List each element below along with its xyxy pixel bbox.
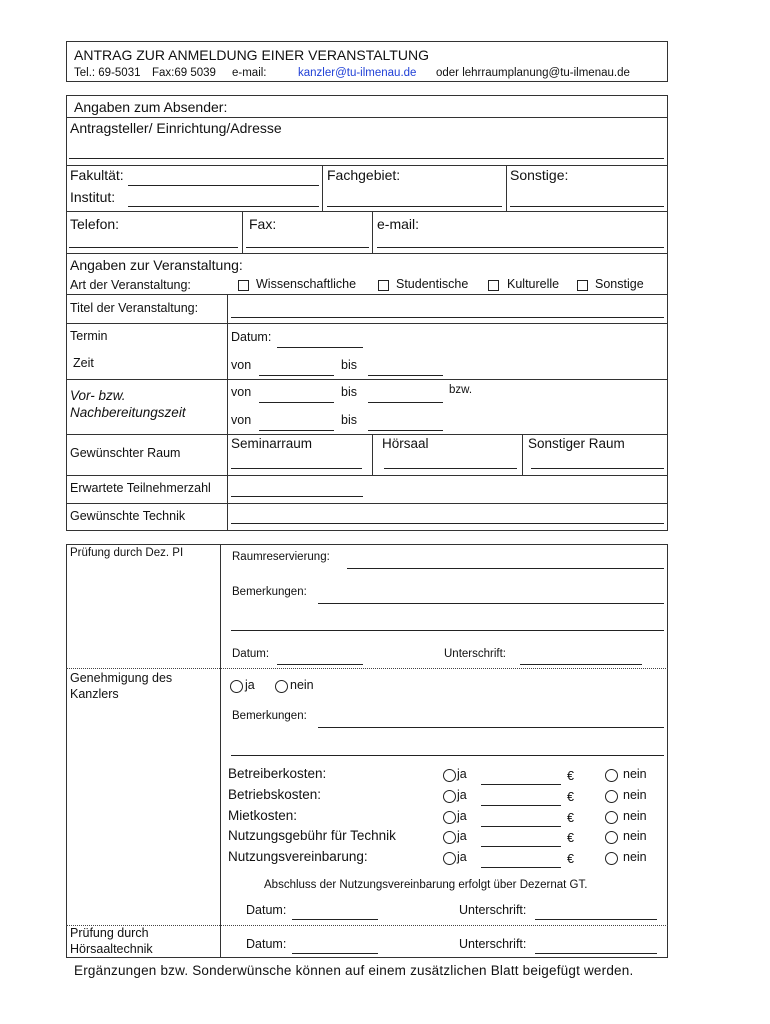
raum-option-sonstiger: Sonstiger Raum [528,436,625,451]
kanzler-unterschrift-label: Unterschrift: [459,903,527,917]
nach-bis-field[interactable] [368,430,443,431]
kosten-currency: € [567,831,574,845]
technik-label: Gewünschte Technik [70,509,186,523]
fachgebiet-field[interactable] [327,206,502,207]
kosten-ja-radio[interactable] [443,831,456,844]
fakultaet-field[interactable] [128,185,319,186]
kosten-row [0,850,770,870]
kanzler-ja-radio[interactable] [230,680,243,693]
institut-field[interactable] [128,206,319,207]
hoersaal-datum-field[interactable] [292,953,378,954]
kosten-amount-field[interactable] [481,805,561,806]
kosten-row [0,767,770,787]
vor-von-label: von [231,385,252,399]
hoersaal-unterschrift-field[interactable] [535,953,657,954]
form-title: ANTRAG ZUR ANMELDUNG EINER VERANSTALTUNG [74,47,429,63]
divider [522,434,523,475]
kosten-ja-radio[interactable] [443,811,456,824]
kosten-ja-label: ja [457,788,467,802]
divider [242,211,243,253]
vor-bis-label: bis [341,385,357,399]
divider [66,211,668,212]
termin-datum-label: Datum: [231,330,272,344]
fachgebiet-label: Fachgebiet: [327,167,401,183]
header-email-link[interactable]: kanzler@tu-ilmenau.de [298,67,417,79]
vor-bis-field[interactable] [368,402,443,403]
kosten-nein-label: nein [623,809,647,823]
termin-bis-field[interactable] [368,375,443,376]
dez-label: Prüfung durch Dez. PI [70,547,184,559]
telefon-label: Telefon: [70,216,120,232]
kosten-label: Mietkosten: [228,808,298,823]
type-label-sonstige: Sonstige [595,277,644,291]
kosten-nein-radio[interactable] [605,769,618,782]
email-label: e-mail: [377,216,420,232]
divider [66,117,668,118]
teilnehmer-field[interactable] [231,496,363,497]
footer-note: Ergänzungen bzw. Sonderwünsche können auf einem zusätzlichen Blatt beigefügt werden. [74,963,634,978]
kosten-nein-label: nein [623,788,647,802]
termin-label: Termin [70,329,108,343]
kosten-amount-field[interactable] [481,784,561,785]
divider [227,294,228,531]
hoersaal-field[interactable] [384,468,517,469]
dez-bemerkungen-field-2[interactable] [231,630,664,631]
kosten-currency: € [567,790,574,804]
kanzler-bemerkungen-label: Bemerkungen: [232,710,307,722]
kosten-nein-label: nein [623,829,647,843]
kosten-nein-label: nein [623,850,647,864]
raum-option-hoersaal: Hörsaal [382,436,429,451]
divider [66,165,668,166]
kosten-ja-radio[interactable] [443,769,456,782]
divider [372,434,373,475]
divider [322,165,323,211]
divider [506,165,507,211]
divider [66,379,668,380]
kanzler-nein-radio[interactable] [275,680,288,693]
kosten-nein-radio[interactable] [605,811,618,824]
type-label-kulturelle: Kulturelle [507,277,560,291]
type-label-wissenschaftliche: Wissenschaftliche [256,277,357,291]
vor-label-2: Nachbereitungszeit [70,405,186,420]
pruefung-box [66,544,668,958]
vor-bzw-label: bzw. [449,384,473,396]
kosten-currency: € [567,811,574,825]
header-fax: Fax:69 5039 [152,67,216,79]
header-email-label: e-mail: [232,67,267,79]
divider [66,323,668,324]
abschluss-note: Abschluss der Nutzungsvereinbarung erfolgt über Dezernat GT. [264,879,588,891]
kosten-nein-radio[interactable] [605,831,618,844]
kanzler-bemerkungen-field[interactable] [318,727,664,728]
dez-datum-label: Datum: [232,648,270,660]
telefon-field[interactable] [69,247,238,248]
seminarraum-field[interactable] [231,468,362,469]
hoersaal-label-1: Prüfung durch [70,926,149,940]
titel-label: Titel der Veranstaltung: [70,301,199,315]
kanzler-label-2: Kanzlers [70,687,119,701]
divider [66,475,668,476]
type-checkbox-studentische[interactable] [378,280,389,291]
divider [372,211,373,253]
kanzler-datum-field[interactable] [292,919,378,920]
teilnehmer-label: Erwartete Teilnehmerzahl [70,481,211,495]
divider [66,503,668,504]
fakultaet-label: Fakultät: [70,167,124,183]
email-field[interactable] [377,247,664,248]
hoersaal-datum-label: Datum: [246,937,287,951]
kosten-row [0,829,770,849]
kosten-nein-radio[interactable] [605,852,618,865]
kosten-ja-label: ja [457,829,467,843]
kanzler-nein-label: nein [290,678,314,692]
kanzler-unterschrift-field[interactable] [535,919,657,920]
kosten-amount-field[interactable] [481,867,561,868]
dez-bemerkungen-label: Bemerkungen: [232,586,307,598]
sonstiger-raum-field[interactable] [531,468,664,469]
veranstaltung-heading: Angaben zur Veranstaltung: [70,257,243,273]
type-checkbox-sonstige[interactable] [577,280,588,291]
kosten-row [0,788,770,808]
nach-von-label: von [231,413,252,427]
raum-option-seminarraum: Seminarraum [231,436,313,451]
zeit-label: Zeit [73,356,94,370]
vor-label-1: Vor- bzw. [70,388,126,403]
kosten-nein-radio[interactable] [605,790,618,803]
kanzler-datum-label: Datum: [246,903,287,917]
kosten-ja-label: ja [457,767,467,781]
kosten-nein-label: nein [623,767,647,781]
fax-field[interactable] [246,247,369,248]
dez-unterschrift-label: Unterschrift: [444,648,506,660]
hoersaal-label-2: Hörsaaltechnik [70,942,153,956]
applicant-label: Antragsteller/ Einrichtung/Adresse [70,120,282,136]
absender-heading: Angaben zum Absender: [74,99,228,115]
kosten-label: Nutzungsvereinbarung: [228,849,368,864]
type-label-studentische: Studentische [396,277,469,291]
kosten-ja-label: ja [457,809,467,823]
hoersaal-unterschrift-label: Unterschrift: [459,937,527,951]
kosten-row [0,809,770,829]
divider [66,294,668,295]
kanzler-label-1: Genehmigung des [70,671,173,685]
termin-datum-field[interactable] [277,347,363,348]
termin-von-label: von [231,358,252,372]
raumreservierung-field[interactable] [347,568,664,569]
institut-label: Institut: [70,189,116,205]
termin-von-field[interactable] [259,375,334,376]
termin-bis-label: bis [341,358,357,372]
dotted-divider [66,668,668,669]
nach-bis-label: bis [341,413,357,427]
fax-label: Fax: [249,216,277,232]
kosten-label: Betreiberkosten: [228,766,327,781]
kosten-amount-field[interactable] [481,846,561,847]
kanzler-ja-label: ja [245,678,255,692]
divider [66,434,668,435]
nach-von-field[interactable] [259,430,334,431]
dez-bemerkungen-field[interactable] [318,603,664,604]
kosten-amount-field[interactable] [481,826,561,827]
kosten-ja-label: ja [457,850,467,864]
dez-unterschrift-field[interactable] [520,664,642,665]
header-tel: Tel.: 69-5031 [74,67,141,79]
kosten-label: Betriebskosten: [228,787,322,802]
technik-field[interactable] [231,523,664,524]
type-checkbox-kulturelle[interactable] [488,280,499,291]
dez-datum-field[interactable] [277,664,363,665]
kosten-ja-radio[interactable] [443,790,456,803]
titel-field[interactable] [231,317,664,318]
sonstige-field[interactable] [510,206,664,207]
divider [66,253,668,254]
raumreservierung-label: Raumreservierung: [232,551,330,563]
raum-label: Gewünschter Raum [70,446,181,460]
kosten-currency: € [567,852,574,866]
vor-von-field[interactable] [259,402,334,403]
type-checkbox-wissenschaftliche[interactable] [238,280,249,291]
kosten-currency: € [567,769,574,783]
applicant-field[interactable] [69,158,664,159]
art-label: Art der Veranstaltung: [70,278,191,292]
kanzler-bemerkungen-field-2[interactable] [231,755,664,756]
kosten-label: Nutzungsgebühr für Technik [228,828,396,843]
divider [220,544,221,958]
kosten-ja-radio[interactable] [443,852,456,865]
header-email-alt: oder lehrraumplanung@tu-ilmenau.de [436,67,630,79]
dotted-divider [66,925,668,926]
sonstige-label: Sonstige: [510,167,569,183]
